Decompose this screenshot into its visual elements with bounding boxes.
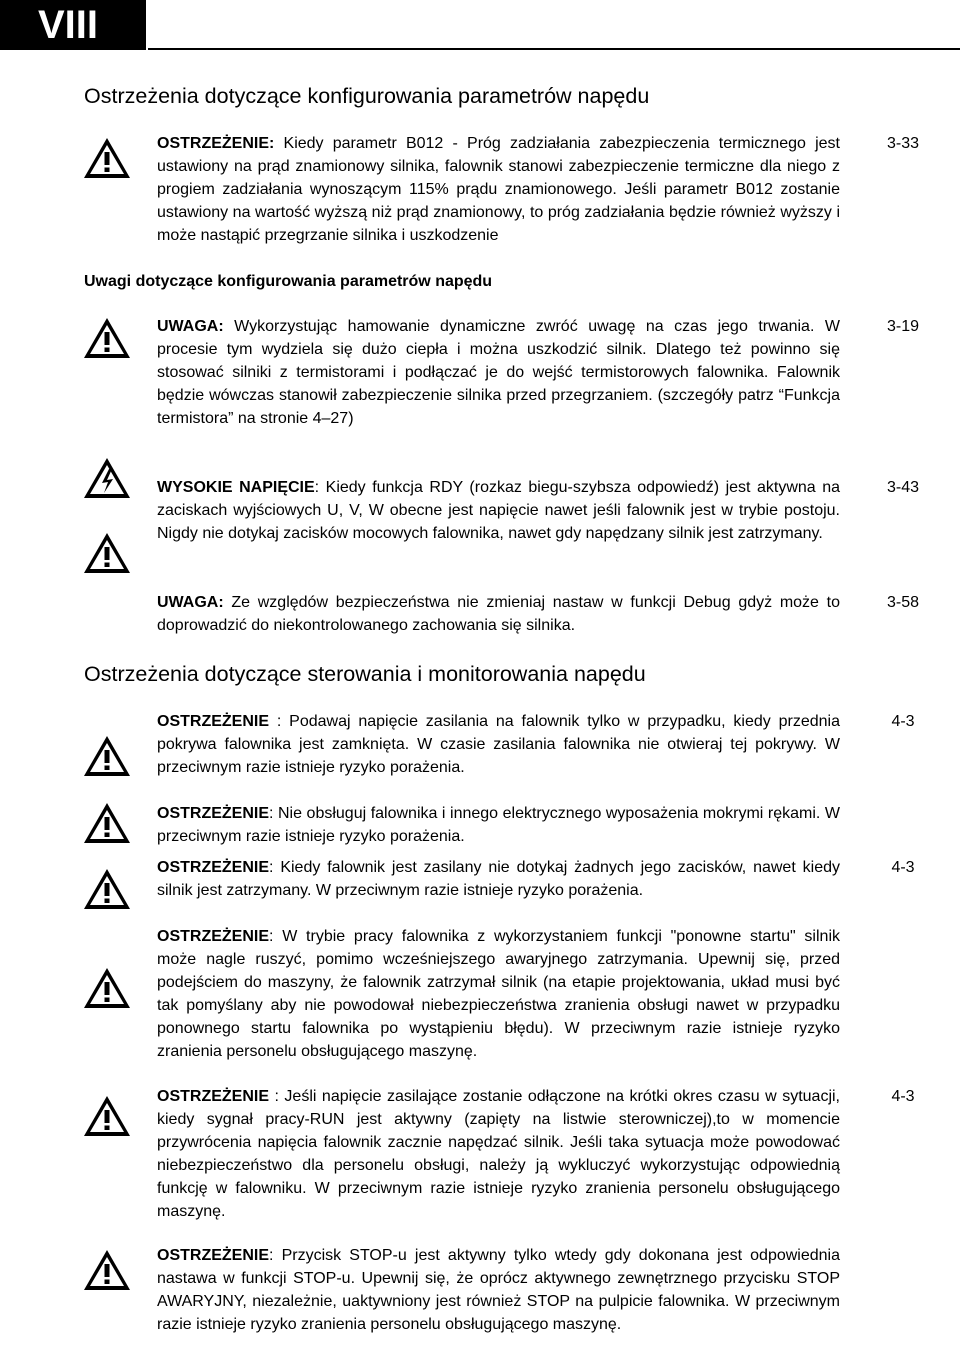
- warning-label: OSTRZEŻENIE: [157, 1247, 270, 1264]
- warning-icon: [82, 135, 132, 181]
- page-ref: 4-3: [891, 713, 915, 730]
- warning-label: OSTRZEŻENIE:: [157, 135, 275, 152]
- warning-stop-button: [157, 1244, 840, 1336]
- warning-text: Kiedy parametr B012 - Próg zadziałania zabezpieczenia termicznego jest ustawiony na prąd znamionowy silnika, falownik stanowi zabezpieczenie termiczne dla niego z progiem zadziałania wynoszącym 115% prądu znamionowego. Jeśli parametr B012 zostanie ustawiony na wartość wyższą niż prąd znamionowy, to próg zadziałania będzie również wyższy i może nastąpić przegrzanie silnika i uszkodzenie: [157, 135, 840, 244]
- section-title-config: Ostrzeżenia dotyczące konfigurowania parametrów napędu: [84, 84, 650, 108]
- note-debug: [157, 591, 840, 637]
- warning-label: OSTRZEŻENIE: [157, 859, 270, 876]
- warning-restart: [157, 925, 840, 1063]
- note-text: Ze względów bezpieczeństwa nie zmieniaj nastaw w funkcji Debug gdyż może to doprowadzić do niekontrolowanego zachowania się silnika.: [157, 594, 840, 634]
- warning-text: : Podawaj napięcie zasilania na falownik tylko w przypadku, kiedy przednia pokrywa falownika jest zamknięta. W czasie zasilania falownika nie otwieraj tej pokrywy. W przeciwnym razie istnieje ryzyko porażenia.: [157, 713, 840, 776]
- warning-icon: [82, 965, 132, 1011]
- warning-icon: [82, 1093, 132, 1139]
- warning-icon: [82, 733, 132, 779]
- high-voltage-icon: [82, 455, 132, 501]
- warning-power-loss: [157, 1085, 840, 1223]
- note-label: UWAGA:: [157, 318, 224, 335]
- warning-text: : Kiedy falownik jest zasilany nie dotykaj żadnych jego zacisków, nawet kiedy silnik jest zatrzymany. W przeciwnym razie istnieje ryzyko porażenia.: [157, 859, 840, 899]
- warning-label: OSTRZEŻENIE: [157, 805, 270, 822]
- note-dynamic-braking: [157, 315, 840, 430]
- page-ref: 4-3: [891, 1088, 915, 1105]
- warning-front-cover: [157, 710, 840, 779]
- warning-label: OSTRZEŻENIE: [157, 1088, 270, 1105]
- warning-icon: [82, 866, 132, 912]
- warning-label: OSTRZEŻENIE: [157, 928, 270, 945]
- page-ref: 4-3: [891, 859, 915, 876]
- high-voltage-rdy: [157, 476, 840, 545]
- high-voltage-label: WYSOKIE NAPIĘCIE: [157, 479, 315, 496]
- page-ref: 3-58: [886, 594, 920, 611]
- warning-b012: [157, 132, 840, 247]
- page-ref: 3-19: [886, 318, 920, 335]
- warning-icon: [82, 800, 132, 846]
- page-ref: 3-33: [886, 135, 920, 152]
- note-label: UWAGA:: [157, 594, 224, 611]
- warning-icon: [82, 1247, 132, 1293]
- page-ref: 3-43: [886, 479, 920, 496]
- header-rule: [148, 48, 960, 50]
- section-title-control: Ostrzeżenia dotyczące sterowania i monitorowania napędu: [84, 662, 646, 686]
- warning-text: : Jeśli napięcie zasilające zostanie odłączone na krótki okres czasu w sytuacji, kiedy sygnał pracy-RUN jest aktywny (zapięty na listwie sterowniczej),to w momencie przywrócenia napięcia falownik zacznie napędzać silnik. Jeśli taka sytuacja może powodować niebezpieczeństwo dla personelu obsługi, należy ją wykluczyć wykorzystując odpowiednią funkcję w falowniku. W przeciwnym razie istnieje ryzyko zranienia personelu obsługującego maszynę.: [157, 1088, 840, 1220]
- warning-icon: [82, 530, 132, 576]
- warning-terminals: [157, 856, 840, 902]
- subheading-notes: Uwagi dotyczące konfigurowania parametrów napędu: [84, 273, 493, 290]
- warning-text: : W trybie pracy falownika z wykorzystaniem funkcji "ponowne startu" silnik może nagle ruszyć, pomimo wcześniejszego awaryjnego zatrzymania. Upewnij się, przed podejściem do maszyny, że falownik zatrzymał silnik (na etapie projektowania, układ musi być tak pomyślany aby nie powodował niebezpieczeństwa zranienia obsługi nawet w przypadku ponownego startu falownika po wystąpieniu błędu). W przeciwnym razie istnieje ryzyko zranienia personelu obsługującego maszynę.: [157, 928, 840, 1060]
- note-text: Wykorzystując hamowanie dynamiczne zwróć uwagę na czas jego trwania. W procesie tym wydziela się dużo ciepła i można uszkodzić silnik. Dlatego też powinno się stosować silniki z termistorami i podłączać je do wejść termistorowych falownika. Falownik będzie wówczas stanowił zabezpieczenie silnika przed przegrzaniem. (szczegóły patrz “Funkcja termistora” na stronie 4–27): [157, 318, 840, 427]
- warning-text: : Przycisk STOP-u jest aktywny tylko wtedy gdy dokonana jest odpowiednia nastawa w funkcji STOP-u. Upewnij się, że oprócz aktywnego zewnętrznego przycisku STOP AWARYJNY, niezależnie, uaktywniony jest również STOP na pulpicie falownika. W przeciwnym razie istnieje ryzyko zranienia personelu obsługującego maszynę.: [157, 1247, 840, 1333]
- high-voltage-text: : Kiedy funkcja RDY (rozkaz biegu-szybsza odpowiedź) jest aktywna na zaciskach wyjściowych U, V, W obecne jest napięcie nawet jeśli falownik jest w trybie postoju. Nigdy nie dotykaj zacisków mocowych falownika, nawet gdy napędzany silnik jest zatrzymany.: [157, 479, 841, 542]
- warning-label: OSTRZEŻENIE: [157, 713, 270, 730]
- warning-wet-hands: [157, 802, 840, 848]
- chapter-tab: VIII: [0, 0, 146, 50]
- warning-text: : Nie obsługuj falownika i innego elektrycznego wyposażenia mokrymi rękami. W przeciwnym razie istnieje ryzyko porażenia.: [157, 805, 840, 845]
- warning-icon: [82, 315, 132, 361]
